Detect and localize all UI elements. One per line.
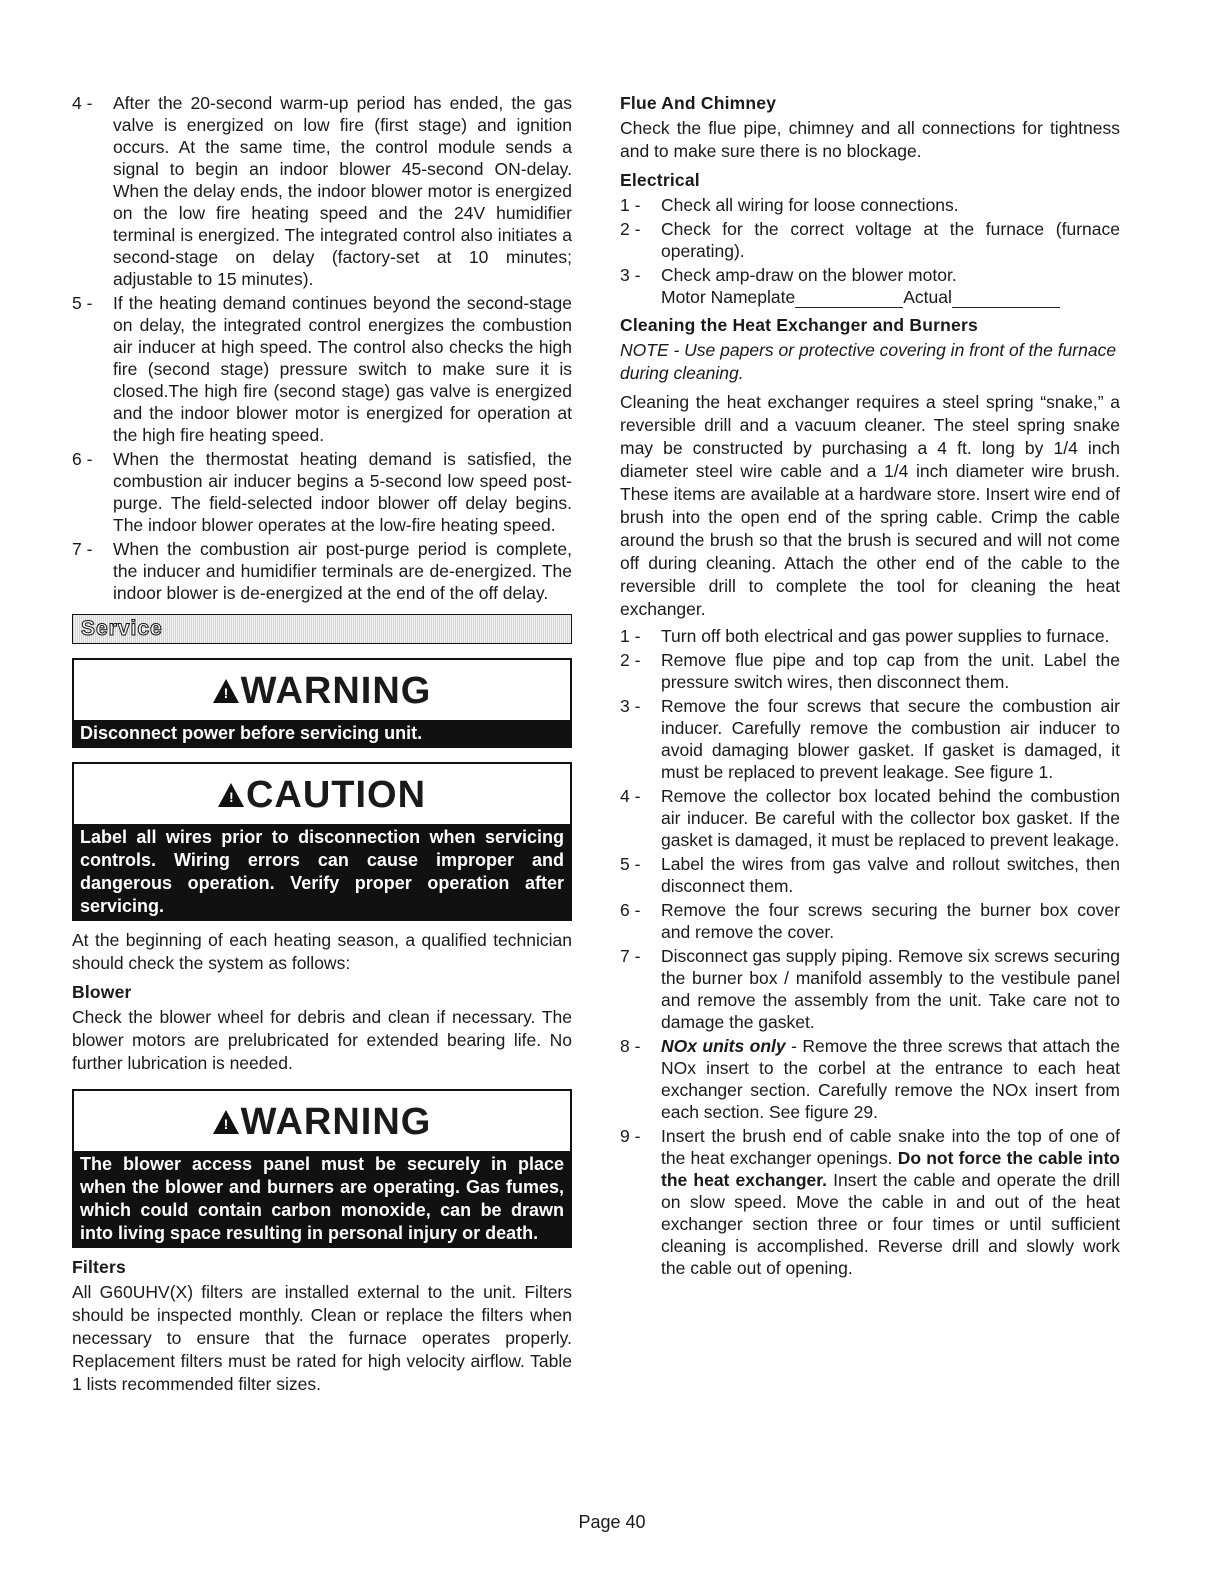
warning-message: Disconnect power before servicing unit. bbox=[72, 720, 572, 748]
blower-text: Check the blower wheel for debris and clean if necessary. The blower motors are prelubricated for extended bearing life. No further lubrication is needed. bbox=[72, 1007, 572, 1073]
list-item: 7 - Disconnect gas supply piping. Remove six screws securing the burner box / manifold assembly to the vestibule panel and remove the assembly from the unit. Take care not to damage the gasket. bbox=[620, 946, 1120, 1032]
cleaning-text: Cleaning the heat exchanger requires a steel spring “snake,” a reversible drill and a vacuum cleaner. The steel spring snake may be constructed by purchasing a 4 ft. long by 1/4 inch diameter steel wire cable and a 1/4 inch diameter wire brush. These items are available at a hardware store. Insert wire end of brush into the open end of the spring cable. Crimp the cable around the brush so that the brush is secured and will not come off during cleaning. Attach the other end of the cable to the reversible drill to complete the tool for cleaning the heat exchanger. bbox=[620, 392, 1120, 619]
motor-nameplate-blank bbox=[795, 289, 903, 308]
list-item: 5 - If the heating demand continues beyond the second-stage on delay, the integrated control energizes the combustion air inducer at high speed. The control also checks the high fire (second stage) pressure switch to make sure it is closed.The high fire (second stage) gas valve is energized and the indoor blower motor is energized for operation at the high fire heating speed. bbox=[72, 293, 572, 445]
warning-title: WARNING bbox=[240, 670, 432, 712]
flue-heading: Flue And Chimney bbox=[620, 93, 777, 113]
warning-box-disconnect bbox=[72, 658, 572, 748]
list-item: 4 - Remove the collector box located behind the combustion air inducer. Be careful with the collector box gasket. If the gasket is damaged, it must be replaced to prevent leakage. bbox=[620, 786, 1120, 850]
list-item: 3 - Remove the four screws that secure the combustion air inducer. Carefully remove the combustion air inducer to avoid damaging blower gasket. If gasket is damaged, it must be replaced to prevent leakage. See figure 1. bbox=[620, 696, 1120, 782]
service-heading: Service bbox=[81, 617, 163, 640]
cleaning-steps bbox=[620, 625, 1120, 1279]
sequence-steps bbox=[72, 92, 572, 604]
warning-triangle-icon: ! bbox=[213, 1110, 239, 1134]
left-column bbox=[72, 92, 572, 1396]
nox-label: NOx units only bbox=[661, 1036, 786, 1056]
page-number: Page 40 bbox=[578, 1512, 646, 1532]
flue-text: Check the flue pipe, chimney and all connections for tightness and to make sure there is no blockage. bbox=[620, 118, 1120, 161]
cleaning-note: NOTE - Use papers or protective covering in front of the furnace during cleaning. bbox=[620, 340, 1117, 383]
filters-text: All G60UHV(X) filters are installed external to the unit. Filters should be inspected monthly. Clean or replace the filters when necessary to ensure that the furnace operates properly. Replacement filters must be rated for high velocity airflow. Table 1 lists recommended filter sizes. bbox=[72, 1282, 572, 1394]
list-item: 8 - NOx units only - Remove the three screws that attach the NOx insert to the corbel at the entrance to each heat exchanger section. Carefully remove the NOx insert from each section. See figure 29. bbox=[620, 1036, 1120, 1122]
cleaning-heading: Cleaning the Heat Exchanger and Burners bbox=[620, 315, 978, 335]
caution-message: Label all wires prior to disconnection when servicing controls. Wiring errors can cause improper and dangerous operation. Verify proper operation after servicing. bbox=[72, 824, 572, 921]
list-item: 6 - When the thermostat heating demand is satisfied, the combustion air inducer begins a 5-second low speed post-purge. The field-selected indoor blower off delay begins. The indoor blower operates at the low-fire heating speed. bbox=[72, 449, 572, 535]
list-item: 7 - When the combustion air post-purge period is complete, the inducer and humidifier terminals are de-energized. The indoor blower is de-energized at the end of the off delay. bbox=[72, 539, 572, 603]
list-item: 6 - Remove the four screws securing the burner box cover and remove the cover. bbox=[620, 900, 1120, 942]
do-not-force-warning: Do not force the cable into the heat exchanger. bbox=[661, 1148, 1120, 1190]
caution-triangle-icon: ! bbox=[218, 783, 244, 807]
list-item: 2 - Check for the correct voltage at the furnace (furnace operating). bbox=[620, 219, 1120, 261]
list-item: 5 - Label the wires from gas valve and rollout switches, then disconnect them. bbox=[620, 854, 1120, 896]
warning-message: The blower access panel must be securely in place when the blower and burners are operating. Gas fumes, which could contain carbon monoxide, can be drawn into living space resulting in personal injury or death. bbox=[72, 1151, 572, 1248]
list-item: 3 - Check amp-draw on the blower motor. Motor Nameplate Actual bbox=[620, 264, 1120, 308]
service-section-banner bbox=[72, 614, 572, 644]
warning-triangle-icon: ! bbox=[213, 679, 239, 703]
blower-heading: Blower bbox=[72, 982, 132, 1002]
caution-title: CAUTION bbox=[245, 774, 427, 816]
list-item: 9 - Insert the brush end of cable snake into the top of one of the heat exchanger openings. Do not force the cable into the heat exchanger. Insert the cable and operate the drill on slow speed. Move the cable in and out of the heat exchanger section three or four times or until sufficient cleaning is accomplished. Reverse drill and slowly work the cable out of opening. bbox=[620, 1126, 1120, 1278]
electrical-checklist bbox=[620, 194, 1120, 308]
list-item: 4 - After the 20-second warm-up period has ended, the gas valve is energized on low fire (first stage) and ignition occurs. At the same time, the control module sends a signal to begin an indoor blower 45-second ON-delay. When the delay ends, the indoor blower motor is energized on the low fire heating speed and the 24V humidifier terminal is energized. The integrated control also initiates a second-stage on delay (factory-set at 10 minutes; adjustable to 15 minutes). bbox=[72, 93, 572, 289]
filters-heading: Filters bbox=[72, 1257, 126, 1277]
electrical-heading: Electrical bbox=[620, 170, 700, 190]
list-item: 1 - Check all wiring for loose connections. bbox=[620, 195, 959, 215]
actual-blank bbox=[952, 289, 1060, 308]
warning-box-blower-panel bbox=[72, 1089, 572, 1248]
warning-title: WARNING bbox=[240, 1101, 432, 1143]
motor-nameplate-label: Motor Nameplate bbox=[661, 287, 796, 307]
service-intro: At the beginning of each heating season, a qualified technician should check the system as follows: bbox=[72, 930, 572, 973]
actual-label: Actual bbox=[903, 287, 952, 307]
caution-box-label-wires bbox=[72, 762, 572, 921]
list-item: 2 - Remove flue pipe and top cap from the unit. Label the pressure switch wires, then disconnect them. bbox=[620, 650, 1120, 692]
right-column bbox=[620, 92, 1120, 1281]
list-item: 1 - Turn off both electrical and gas power supplies to furnace. bbox=[620, 626, 1110, 646]
